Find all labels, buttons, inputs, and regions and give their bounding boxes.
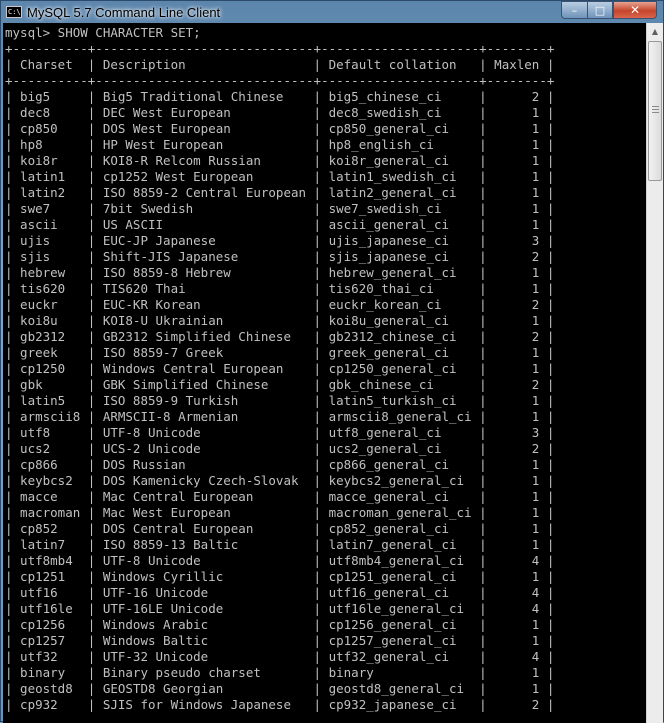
thumb-grip-line [652, 112, 659, 113]
console-output-area[interactable] [3, 23, 646, 723]
close-icon: ✕ [629, 3, 641, 17]
minimize-icon: – [571, 3, 578, 17]
scroll-up-button[interactable] [647, 23, 663, 40]
minimize-button[interactable] [561, 1, 587, 19]
scroll-up-arrow-icon: ▲ [651, 27, 659, 36]
window-title: MySQL 5.7 Command Line Client [27, 4, 221, 20]
close-button[interactable] [613, 1, 657, 19]
window-controls [561, 1, 657, 21]
console-output-text: mysql> SHOW CHARACTER SET; +----------+-----------------------------+---------------------+--------+ | Charset | Description | Default collation | Maxlen | +----------+-----------------------------+---------------------+--------+ | big5 | Big5 Traditional Chinese | big5_chinese_ci | 2 | | dec8 | DEC West European | dec8_swedish_ci | 1 | | cp850 | DOS West European | cp850_general_ci | 1 | | hp8 | HP West European | hp8_english_ci | 1 | | koi8r | KOI8-R Relcom Russian | koi8r_general_ci | 1 | | latin1 | cp1252 West European | latin1_swedish_ci | 1 | | latin2 | ISO 8859-2 Central European | latin2_general_ci | 1 | | swe7 | 7bit Swedish | swe7_swedish_ci | 1 | | ascii | US ASCII | ascii_general_ci | 1 | | ujis | EUC-JP Japanese | ujis_japanese_ci | 3 | | sjis | Shift-JIS Japanese | sjis_japanese_ci | 2 | | hebrew | ISO 8859-8 Hebrew | hebrew_general_ci | 1 | | tis620 | TIS620 Thai | tis620_thai_ci | 1 | | euckr | EUC-KR Korean | euckr_korean_ci | 2 | | koi8u | KOI8-U Ukrainian | koi8u_general_ci | 1 | | gb2312 | GB2312 Simplified Chinese | gb2312_chinese_ci | 2 | | greek | ISO 8859-7 Greek | greek_general_ci | 1 | | cp1250 | Windows Central European | cp1250_general_ci | 1 | | gbk | GBK Simplified Chinese | gbk_chinese_ci | 2 | | latin5 | ISO 8859-9 Turkish | latin5_turkish_ci | 1 | | armscii8 | ARMSCII-8 Armenian | armscii8_general_ci | 1 | | utf8 | UTF-8 Unicode | utf8_general_ci | 3 | | ucs2 | UCS-2 Unicode | ucs2_general_ci | 2 | | cp866 | DOS Russian | cp866_general_ci | 1 | | keybcs2 | DOS Kamenicky Czech-Slovak | keybcs2_general_ci | 1 | | macce | Mac Central European | macce_general_ci | 1 | | macroman | Mac West European | macroman_general_ci | 1 | | cp852 | DOS Central European | cp852_general_ci | 1 | | latin7 | ISO 8859-13 Baltic | latin7_general_ci | 1 | | utf8mb4 | UTF-8 Unicode | utf8mb4_general_ci | 4 | | cp1251 | Windows Cyrillic | cp1251_general_ci | 1 | | utf16 | UTF-16 Unicode | utf16_general_ci | 4 | | utf16le | UTF-16LE Unicode | utf16le_general_ci | 4 | | cp1256 | Windows Arabic | cp1256_general_ci | 1 | | cp1257 | Windows Baltic | cp1257_general_ci | 1 | | utf32 | UTF-32 Unicode | utf32_general_ci | 4 | | binary | Binary pseudo charset | binary | 1 | | geostd8 | GEOSTD8 Georgian | geostd8_general_ci | 1 | | cp932 | SJIS for Windows Japanese | cp932_japanese_ci | 2 | [5, 25, 555, 712]
title-bar[interactable] [1, 1, 663, 23]
vertical-scrollbar[interactable] [646, 23, 663, 723]
maximize-button[interactable] [587, 1, 613, 19]
thumb-grip-line [652, 106, 659, 107]
console-app-icon[interactable]: C:\ [8, 8, 21, 16]
scrollbar-thumb[interactable] [648, 41, 662, 181]
thumb-grip-line [652, 109, 659, 110]
maximize-icon: □ [594, 3, 606, 17]
